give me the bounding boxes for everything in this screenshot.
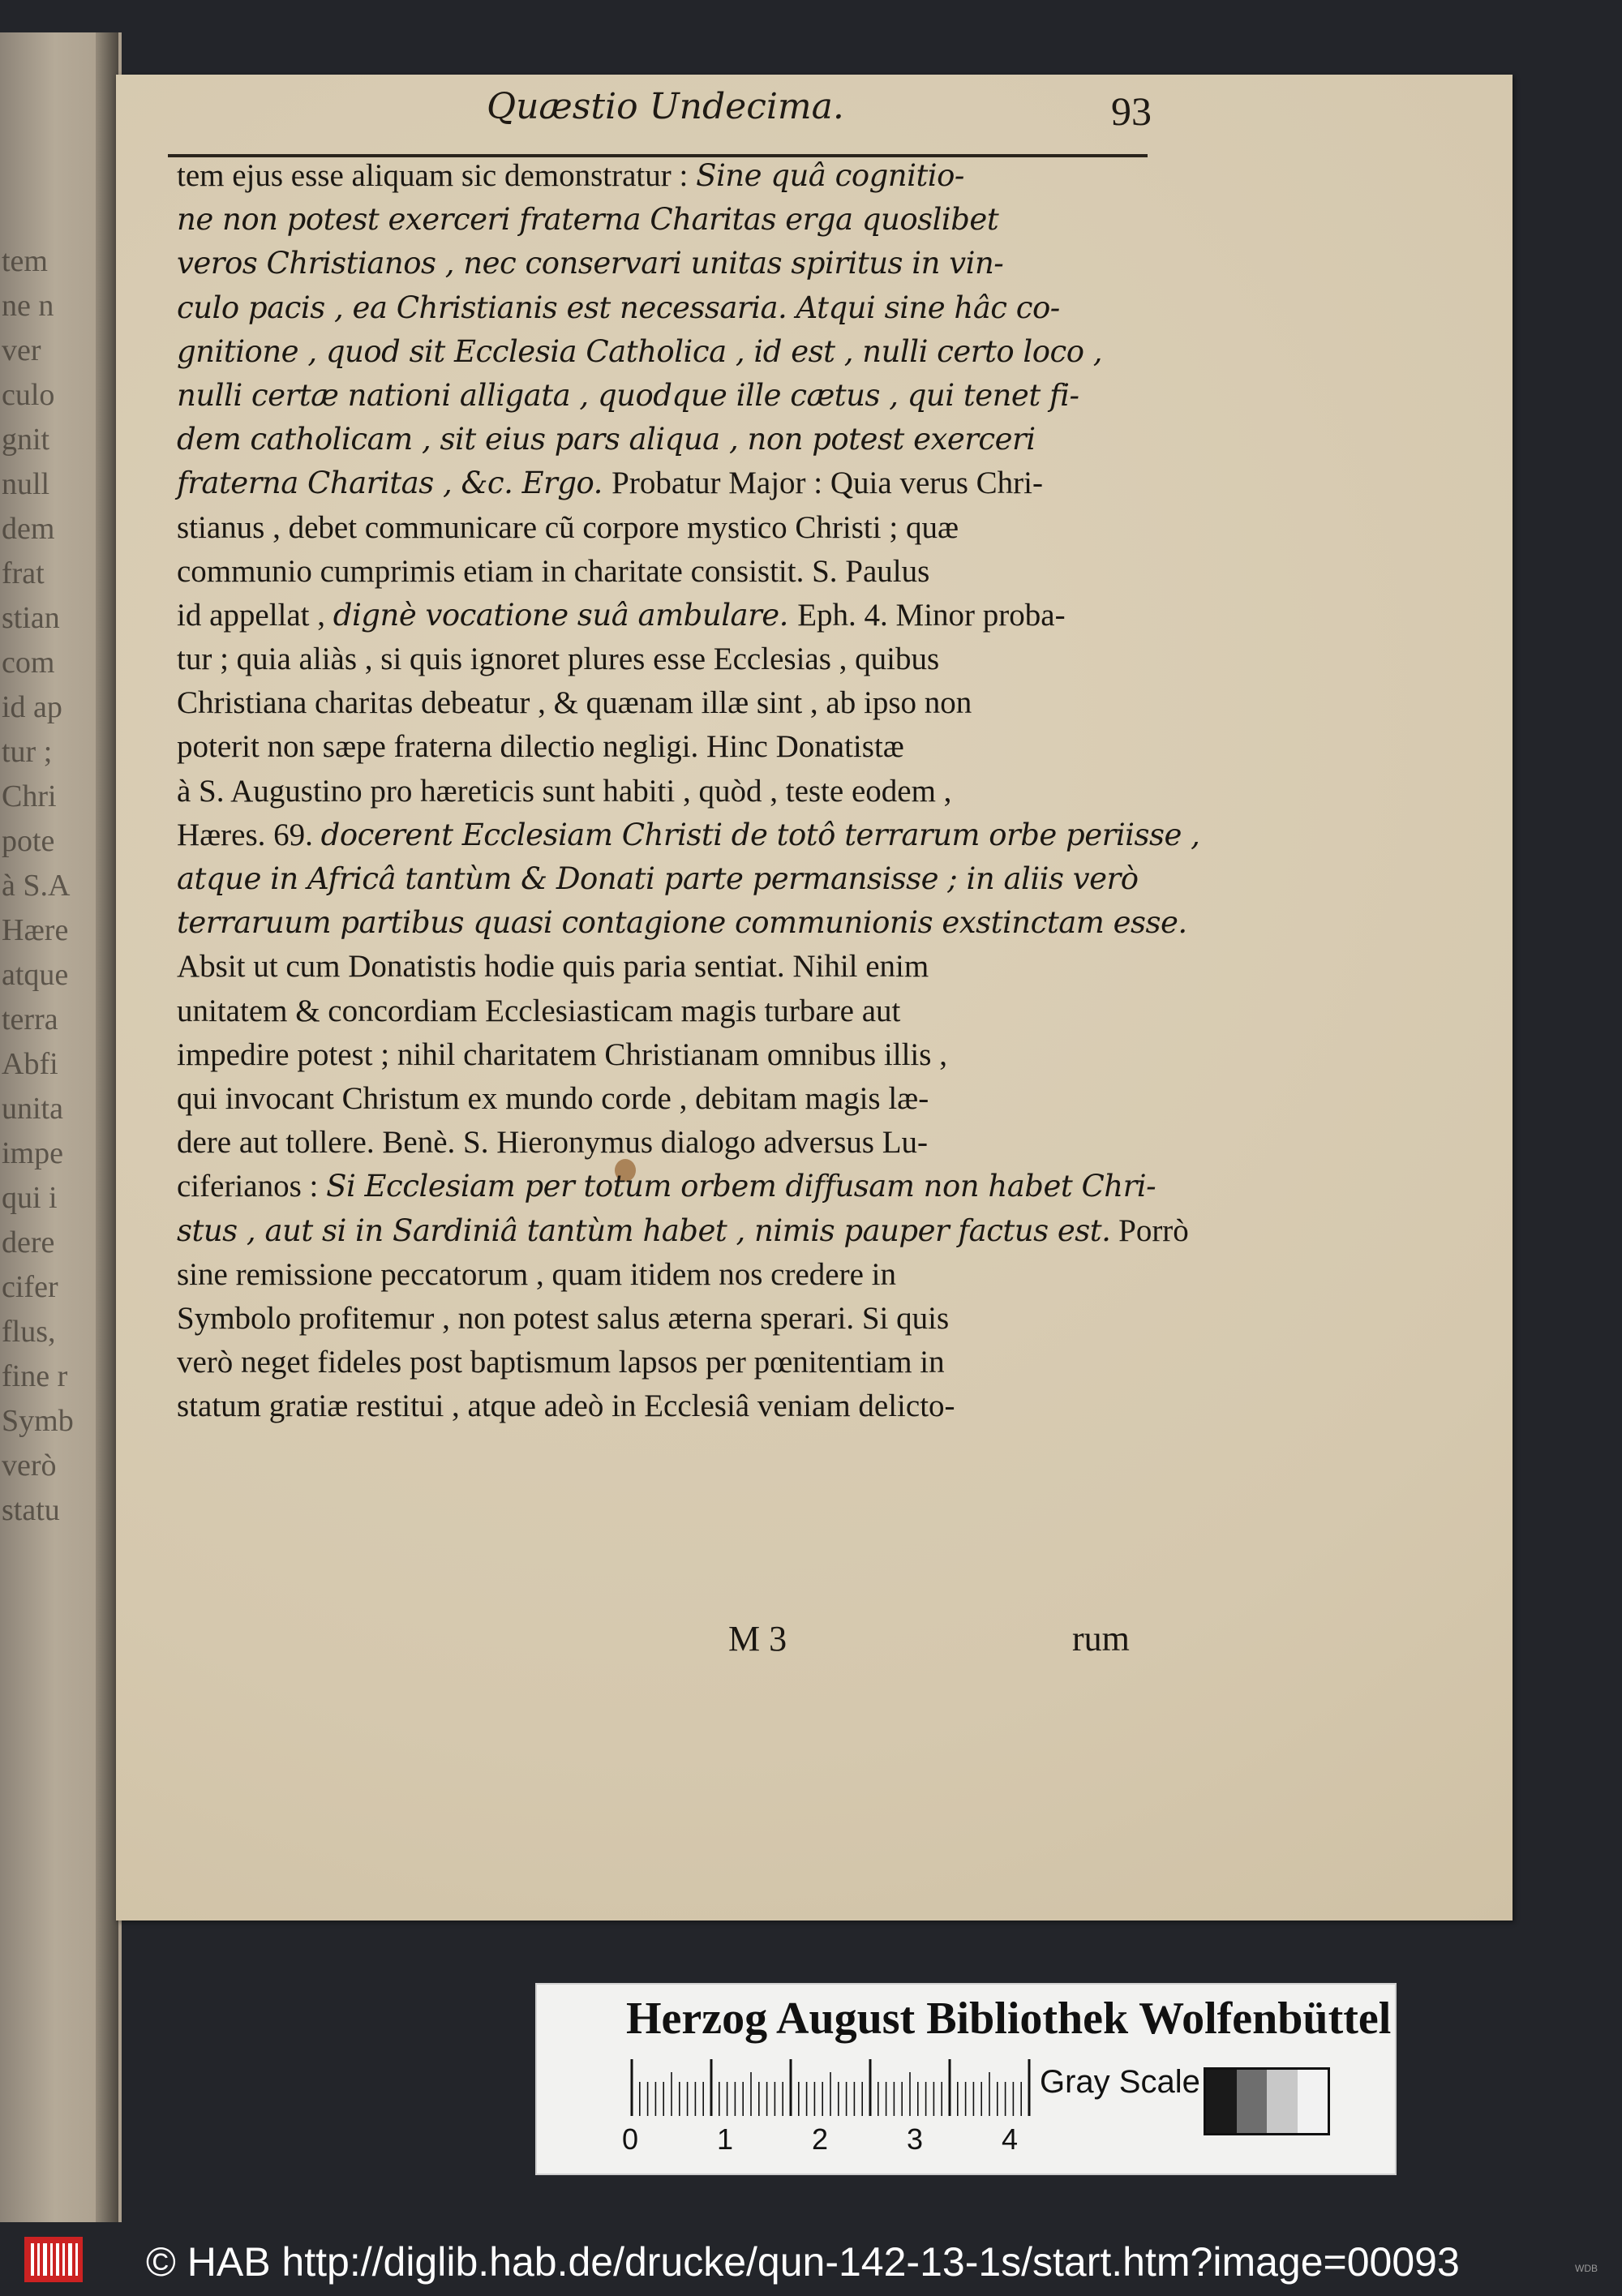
- italic-text: stus , aut si in Sardiniâ tantùm habet , nimis pauper factus est.: [177, 1212, 1111, 1248]
- facing-page-fragment: cifer: [2, 1270, 58, 1304]
- book-gutter: [96, 32, 118, 2222]
- library-name: Herzog August Bibliothek Wolfenbüttel: [626, 1993, 1392, 2044]
- text-line: [177, 330, 1154, 374]
- facing-page-fragment: stian: [2, 601, 60, 635]
- italic-text: nulli certæ nationi alligata , quodque ille cætus , qui tenet fi-: [177, 377, 1079, 413]
- page-number: 93: [1111, 88, 1152, 134]
- facing-page-fragment: statu: [2, 1493, 60, 1527]
- roman-text: Eph. 4. Minor proba-: [797, 597, 1066, 633]
- gray-swatch: [1237, 2070, 1268, 2133]
- roman-text: Christiana charitas debeatur , & quænam illæ sint , ab ipso non: [177, 685, 972, 721]
- copyright-url: © HAB http://diglib.hab.de/drucke/qun-142-13-1s/start.htm?image=00093: [146, 2239, 1460, 2285]
- hab-logo-icon: [24, 2237, 83, 2282]
- roman-text: communio cumprimis etiam in charitate consistit. S. Paulus: [177, 553, 930, 589]
- italic-text: docerent Ecclesiam Christi de totô terrarum orbe periisse ,: [320, 817, 1200, 852]
- text-line: [177, 770, 1154, 813]
- facing-page-fragment: frat: [2, 556, 45, 590]
- facing-page-fragment: verò: [2, 1448, 57, 1483]
- facing-page-fragment: unita: [2, 1092, 63, 1126]
- roman-text: dere aut tollere. Benè. S. Hieronymus dialogo adversus Lu-: [177, 1125, 929, 1161]
- facing-page-fragment: à S.A: [2, 869, 71, 903]
- italic-text: dignè vocatione suâ ambulare.: [333, 597, 798, 633]
- facing-page-fragment: atque: [2, 958, 69, 992]
- roman-text: Symbolo profitemur , non potest salus æterna sperari. Si quis: [177, 1300, 950, 1336]
- roman-text: verò neget fideles post baptismum lapsos per pœnitentiam in: [177, 1345, 945, 1380]
- italic-text: ne non potest exerceri fraterna Charitas erga quoslibet: [177, 202, 999, 238]
- roman-text: tem ejus esse aliquam sic demonstratur :: [177, 158, 697, 193]
- ruler-number: 1: [717, 2122, 734, 2156]
- text-line: [177, 681, 1154, 725]
- facing-page-fragment: dere: [2, 1225, 55, 1260]
- text-line: [177, 286, 1154, 330]
- facing-page-fragment: id ap: [2, 690, 62, 724]
- italic-text: fraterna Charitas , &c. Ergo.: [177, 466, 612, 501]
- facing-page-fragment: pote: [2, 824, 55, 858]
- viewer-mark: WDB: [1575, 2263, 1598, 2274]
- running-head: Quæstio Undecima.: [487, 86, 844, 127]
- ruler-number: 2: [812, 2122, 829, 2156]
- catchword: rum: [1072, 1619, 1130, 1659]
- facing-page-fragment: terra: [2, 1002, 58, 1036]
- text-line: [177, 242, 1154, 285]
- italic-text: Sine quâ cognitio-: [696, 158, 964, 193]
- ruler-icon: [628, 2058, 1033, 2122]
- facing-page-fragment: ne n: [2, 289, 54, 323]
- facing-page-text: [2, 239, 91, 1533]
- text-line: [177, 461, 1154, 505]
- roman-text: stianus , debet communicare cũ corpore mystico Christi ; quæ: [177, 509, 959, 545]
- text-line: [177, 857, 1154, 901]
- facing-page-fragment: Symb: [2, 1404, 74, 1438]
- roman-text: impedire potest ; nihil charitatem Christianam omnibus illis ,: [177, 1036, 947, 1072]
- text-line: [177, 1384, 1154, 1428]
- italic-text: culo pacis , ea Christianis est necessaria. Atqui sine hâc co-: [177, 290, 1060, 325]
- facing-page-fragment: com: [2, 646, 55, 680]
- text-line: [177, 725, 1154, 769]
- text-line: [177, 550, 1154, 594]
- facing-page-fragment: fine r: [2, 1359, 68, 1393]
- text-line: [177, 506, 1154, 550]
- text-line: [177, 1165, 1154, 1208]
- roman-text: Absit ut cum Donatistis hodie quis paria sentiat. Nihil enim: [177, 949, 929, 985]
- roman-text: statum gratiæ restitui , atque adeò in Ecclesiâ veniam delicto-: [177, 1388, 955, 1424]
- gray-swatch: [1267, 2070, 1298, 2133]
- text-line: [177, 1341, 1154, 1384]
- italic-text: veros Christianos , nec conservari unitas spiritus in vin-: [177, 246, 1004, 281]
- text-line: [177, 901, 1187, 945]
- text-line: [177, 198, 1154, 242]
- text-line: [177, 594, 1154, 637]
- text-line: [177, 374, 1154, 418]
- gray-scale-label: Gray Scale: [1040, 2064, 1200, 2100]
- facing-page-fragment: culo: [2, 378, 55, 412]
- text-line: [177, 1297, 1154, 1341]
- facing-page-fragment: Abfi: [2, 1047, 58, 1081]
- text-line: [177, 637, 1154, 681]
- scale-card: [535, 1983, 1397, 2175]
- signature-mark: M 3: [728, 1619, 787, 1659]
- gray-swatch: [1298, 2070, 1328, 2133]
- text-line: [177, 1253, 1154, 1297]
- facing-page-fragment: dem: [2, 512, 55, 546]
- roman-text: sine remissione peccatorum , quam itidem nos credere in: [177, 1256, 896, 1292]
- roman-text: id appellat ,: [177, 597, 333, 633]
- page-header: [454, 86, 1152, 135]
- facing-page-fragment: flus,: [2, 1315, 56, 1349]
- roman-text: à S. Augustino pro hæreticis sunt habiti , quòd , teste eodem ,: [177, 773, 952, 809]
- italic-text: terraruum partibus quasi contagione communionis exstinctam esse.: [177, 905, 1187, 941]
- text-line: [177, 1033, 1154, 1077]
- text-line: [177, 945, 1154, 989]
- facing-page-fragment: impe: [2, 1136, 63, 1170]
- italic-text: gnitione , quod sit Ecclesia Catholica , id est , nulli certo loco ,: [177, 333, 1103, 369]
- gray-scale-swatches: [1204, 2067, 1330, 2135]
- facing-page-fragment: tur ;: [2, 735, 53, 769]
- ruler-numbers: [618, 2122, 1072, 2163]
- facing-page-fragment: ver: [2, 333, 41, 367]
- facing-page-fragment: tem: [2, 244, 48, 278]
- facing-page-fragment: Hære: [2, 913, 69, 947]
- italic-text: atque in Africâ tantùm & Donati parte permansisse ; in aliis verò: [177, 861, 1139, 896]
- gray-swatch: [1206, 2070, 1237, 2133]
- body-text: [177, 154, 1200, 1428]
- facing-page-fragment: Chri: [2, 779, 57, 813]
- roman-text: Hæres. 69.: [177, 817, 321, 852]
- text-line: [177, 1121, 1154, 1165]
- roman-text: poterit non sæpe fraterna dilectio negligi. Hinc Donatistæ: [177, 729, 904, 765]
- roman-text: Probatur Major : Quia verus Chri-: [611, 466, 1043, 501]
- text-line: [177, 1077, 1154, 1121]
- text-line: [177, 1209, 1189, 1253]
- italic-text: dem catholicam , sit eius pars aliqua , non potest exerceri: [177, 422, 1036, 457]
- roman-text: Porrò: [1110, 1212, 1189, 1248]
- italic-text: Si Ecclesiam per totum orbem diffusam non habet Chri-: [326, 1169, 1156, 1204]
- text-line: [177, 154, 1154, 198]
- text-line: [177, 989, 1154, 1033]
- ruler-number: 4: [1002, 2122, 1019, 2156]
- roman-text: qui invocant Christum ex mundo corde , debitam magis læ-: [177, 1080, 929, 1116]
- facing-page-fragment: qui i: [2, 1181, 58, 1215]
- ruler-number: 3: [907, 2122, 924, 2156]
- text-line: [177, 418, 1154, 461]
- facing-page-fragment: gnit: [2, 423, 50, 457]
- roman-text: tur ; quia aliàs , si quis ignoret plures esse Ecclesias , quibus: [177, 642, 940, 677]
- facing-page-fragment: null: [2, 467, 50, 501]
- text-line: [177, 813, 1200, 857]
- roman-text: ciferianos :: [177, 1169, 327, 1204]
- roman-text: unitatem & concordiam Ecclesiasticam magis turbare aut: [177, 993, 901, 1028]
- ruler-number: 0: [622, 2122, 639, 2156]
